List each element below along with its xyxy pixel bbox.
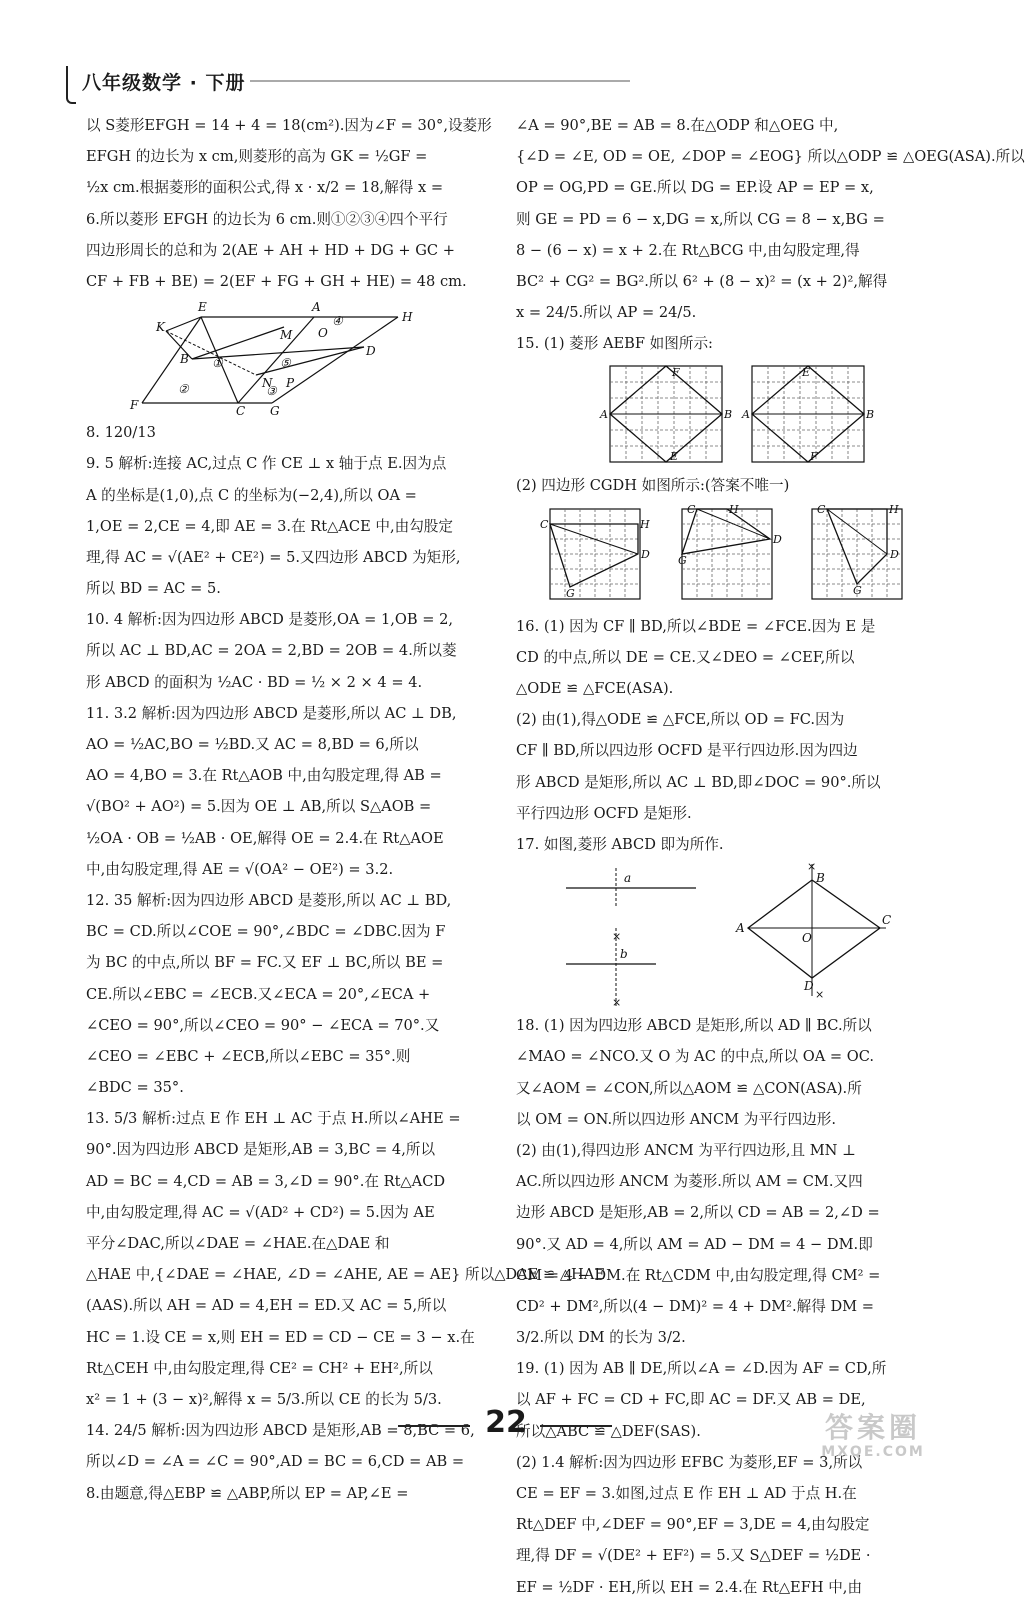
text-line: AO = ½AC,BO = ½BD.又 AC = 8,BD = 6,所以	[86, 736, 419, 753]
text-line: √(BO² + AO²) = 5.因为 OE ⊥ AB,所以 S△AOB =	[86, 798, 432, 816]
text-line: {∠D = ∠E, OD = OE, ∠DOP = ∠EOG} 所以△ODP ≌ △OEG(ASA).所以	[516, 148, 1025, 166]
arc-mark-bottom: ×	[612, 996, 622, 1010]
figure-fig3	[516, 501, 930, 611]
quadrilateral-CGDH-grids	[516, 501, 930, 611]
text-line: 3/2.所以 DM 的长为 3/2.	[516, 1329, 686, 1347]
text-line: ½x cm.根据菱形的面积公式,得 x · x/2 = 18,解得 x =	[86, 179, 444, 197]
label-A-right: A	[742, 407, 750, 421]
text-line: 又∠AOM = ∠CON,所以△AOM ≌ △CON(ASA).所	[516, 1079, 862, 1097]
text-line: A 的坐标是(1,0),点 C 的坐标为(−2,4),所以 OA =	[86, 486, 417, 504]
watermark-main-text: 答案圈	[824, 1411, 921, 1444]
rhombus-AEBF-grids	[516, 360, 926, 470]
text-line: 所以△ABC ≌ △DEF(SAS).	[516, 1422, 701, 1440]
label-F-left: F	[672, 365, 680, 379]
page-number: 22	[485, 1405, 527, 1440]
text-line: CF + FB + BE) = 2(EF + FG + GH + HE) = 48 cm.	[86, 272, 467, 290]
text-line: 11. 3.2 解析:因为四边形 ABCD 是菱形,所以 AC ⊥ DB,	[86, 704, 457, 722]
label-B-left: B	[724, 407, 733, 421]
vertex-label-1: A	[312, 300, 321, 315]
vertex-label-9: F	[130, 398, 139, 413]
label-D: D	[804, 979, 814, 994]
text-line: △HAE 中,{∠DAE = ∠HAE, ∠D = ∠AHE, AE = AE} 所以△DAE ≌ △HAE	[86, 1266, 605, 1284]
vertex-label-10: P	[286, 376, 295, 391]
vertex-label-2: H	[402, 310, 413, 325]
text-line: 中,由勾股定理,得 AC = √(AD² + CD²) = 5.因为 AE	[86, 1203, 435, 1221]
text-line: ½OA · OB = ½AB · OE,解得 OE = 2.4.在 Rt△AOE	[86, 829, 444, 847]
text-line: 90°.又 AD = 4,所以 AM = AD − DM = 4 − DM.即	[516, 1235, 873, 1253]
text-line: 以 OM = ON.所以四边形 ANCM 为平行四边形.	[516, 1110, 836, 1128]
label-D-1: D	[773, 532, 782, 546]
text-line: 14. 24/5 解析:因为四边形 ABCD 是矩形,AB = 8,BC = 6,	[86, 1422, 475, 1440]
label-C-1: C	[687, 502, 696, 516]
text-line: 形 ABCD 的面积为 ½AC · BD = ½ × 2 × 4 = 4.	[86, 673, 423, 691]
text-line: 以 S菱形EFGH = 14 + 4 = 18(cm²).因为∠F = 30°,设菱形	[86, 117, 492, 134]
text-line: (2) 由(1),得四边形 ANCM 为平行四边形,且 MN ⊥	[516, 1141, 856, 1159]
text-line: ∠MAO = ∠NCO.又 O 为 AC 的中点,所以 OA = OC.	[516, 1048, 875, 1066]
text-line: CD² + DM²,所以(4 − DM)² = 4 + DM².解得 DM =	[516, 1297, 874, 1315]
header-rule	[250, 80, 630, 82]
arc-mark-B: ×	[807, 860, 817, 874]
label-a: a	[624, 871, 632, 886]
text-line: 理,得 AC = √(AE² + CE²) = 5.又四边形 ABCD 为矩形,	[86, 548, 461, 566]
region-label-4: ⑤	[280, 356, 291, 371]
label-D-2: D	[890, 547, 899, 561]
text-line: 以 AF + FC = CD + FC,即 AC = DF.又 AB = DE,	[516, 1391, 866, 1409]
edge-FE	[142, 317, 201, 403]
label-B-right: B	[866, 407, 875, 421]
rhombus-ABCD	[748, 880, 880, 978]
text-line: 12. 35 解析:因为四边形 ABCD 是菱形,所以 AC ⊥ BD,	[86, 891, 452, 909]
text-line: OP = OG,PD = GE.所以 DG = EP.设 AP = EP = x,	[516, 179, 874, 197]
text-line: 8.由题意,得△EBP ≌ △ABP,所以 EP = AP,∠E =	[86, 1484, 409, 1502]
text-line: 所以∠D = ∠A = ∠C = 90°,AD = BC = 6,CD = AB =	[86, 1453, 465, 1471]
label-F-right: F	[810, 449, 818, 463]
text-line: 四边形周长的总和为 2(AE + AH + HD + DG + GC +	[86, 241, 455, 259]
text-line: (2) 1.4 解析:因为四边形 EFBC 为菱形,EF = 3,所以	[516, 1453, 863, 1471]
label-H-0: H	[640, 517, 650, 531]
right-column	[516, 110, 1025, 1603]
page-number-rule-right	[540, 1425, 612, 1427]
watermark-sub-text: MXQE.COM	[821, 1444, 925, 1460]
text-line: 边形 ABCD 是矩形,AB = 2,所以 CD = AB = 2,∠D =	[516, 1204, 880, 1222]
label-G-2: G	[853, 583, 862, 597]
text-line: △ODE ≌ △FCE(ASA).	[516, 680, 674, 698]
text-line: Rt△CEH 中,由勾股定理,得 CE² = CH² + EH²,所以	[86, 1359, 433, 1377]
region-label-0: ①	[212, 356, 223, 371]
label-E-left: E	[670, 449, 679, 463]
region-label-3: ④	[332, 314, 343, 329]
text-line: 6.所以菱形 EFGH 的边长为 6 cm.则①②③④四个平行	[86, 210, 448, 228]
text-line: EFGH 的边长为 x cm,则菱形的高为 GK = ½GF =	[86, 148, 428, 166]
region-label-1: ②	[178, 382, 189, 397]
text-line: 8 − (6 − x) = x + 2.在 Rt△BCG 中,由勾股定理,得	[516, 241, 860, 259]
text-line: 则 GE = PD = 6 − x,DG = x,所以 CG = 8 − x,BG =	[516, 210, 885, 228]
label-H-2: H	[889, 502, 899, 516]
arc-mark-D: ×	[815, 988, 825, 1002]
vertex-label-3: K	[156, 320, 165, 335]
text-line: AO = 4,BO = 3.在 Rt△AOB 中,由勾股定理,得 AB =	[86, 767, 442, 785]
text-line: x = 24/5.所以 AP = 24/5.	[516, 304, 697, 322]
text-line: 为 BC 的中点,所以 BF = FC.又 EF ⊥ BC,所以 BE =	[86, 954, 444, 972]
figure-fig4	[516, 860, 930, 1010]
text-line: ∠CEO = 90°,所以∠CEO = 90° − ∠ECA = 70°.又	[86, 1016, 440, 1034]
text-line: (2) 四边形 CGDH 如图所示:(答案不唯一)	[516, 476, 790, 494]
text-line: 1,OE = 2,CE = 4,即 AE = 3.在 Rt△ACE 中,由勾股定	[86, 517, 453, 535]
text-line: 9. 5 解析:连接 AC,过点 C 作 CE ⊥ x 轴于点 E.因为点	[86, 455, 447, 473]
text-line: CE.所以∠EBC = ∠ECB.又∠ECA = 20°,∠ECA +	[86, 985, 431, 1003]
text-line: (2) 由(1),得△ODE ≌ △FCE,所以 OD = FC.因为	[516, 711, 845, 729]
text-line: HC = 1.设 CE = x,则 EH = ED = CD − CE = 3 − x.在	[86, 1328, 475, 1346]
text-line: 15. (1) 菱形 AEBF 如图所示:	[516, 335, 713, 353]
figure-fig1	[86, 297, 496, 417]
text-line: (AAS).所以 AH = AD = 4,EH = ED.又 AC = 5,所以	[86, 1297, 447, 1315]
text-line: EF = ½DF · EH,所以 EH = 2.4.在 Rt△EFH 中,由	[516, 1578, 863, 1596]
text-line: BC = CD.所以∠COE = 90°,∠BDC = ∠DBC.因为 F	[86, 923, 446, 941]
text-line: CD 的中点,所以 DE = CE.又∠DEO = ∠CEF,所以	[516, 648, 855, 666]
label-G-0: G	[566, 586, 575, 600]
label-A: A	[736, 921, 745, 936]
label-C: C	[882, 913, 892, 928]
text-line: 10. 4 解析:因为四边形 ABCD 是菱形,OA = 1,OB = 2,	[86, 611, 453, 629]
text-line: 19. (1) 因为 AB ∥ DE,所以∠A = ∠D.因为 AF = CD,所	[516, 1360, 887, 1378]
label-C-0: C	[540, 517, 549, 531]
label-E-right: E	[802, 365, 811, 379]
text-line: CE = EF = 3.如图,过点 E 作 EH ⊥ AD 于点 H.在	[516, 1485, 857, 1502]
page-header-title: 八年级数学 · 下册	[82, 72, 246, 94]
label-b: b	[620, 947, 628, 962]
figure-fig2	[516, 360, 930, 470]
arc-mark-top: ×	[612, 930, 622, 944]
text-line: ∠A = 90°,BE = AB = 8.在△ODP 和△OEG 中,	[516, 117, 839, 134]
rhombus-construction-figure	[516, 860, 930, 1010]
text-line: Rt△DEF 中,∠DEF = 90°,EF = 3,DE = 4,由勾股定	[516, 1516, 870, 1534]
rhombus-parallelogram-figure	[86, 297, 496, 417]
label-O: O	[802, 931, 812, 946]
label-A-left: A	[600, 407, 608, 421]
edge-BM	[192, 327, 284, 359]
vertex-label-7: D	[366, 344, 376, 359]
text-line: 90°.因为四边形 ABCD 是矩形,AB = 3,BC = 4,所以	[86, 1141, 436, 1159]
text-line: 平行四边形 OCFD 是矩形.	[516, 804, 692, 822]
text-line: 中,由勾股定理,得 AE = √(OA² − OE²) = 3.2.	[86, 860, 394, 878]
page-number-rule-left	[398, 1425, 470, 1427]
text-line: ∠CEO = ∠EBC + ∠ECB,所以∠EBC = 35°.则	[86, 1047, 411, 1065]
vertex-label-6: B	[180, 352, 189, 367]
text-line: 所以 AC ⊥ BD,AC = 2OA = 2,BD = 2OB = 4.所以菱	[86, 642, 457, 660]
text-line: 8. 120/13	[86, 424, 156, 442]
vertex-label-4: M	[280, 328, 293, 343]
vertex-label-8: N	[262, 376, 273, 391]
text-line: 理,得 DF = √(DE² + EF²) = 5.又 S△DEF = ½DE ·	[516, 1547, 871, 1565]
text-line: 16. (1) 因为 CF ∥ BD,所以∠BDE = ∠FCE.因为 E 是	[516, 617, 876, 635]
text-line: 所以 BD = AC = 5.	[86, 580, 221, 598]
text-line: AD = BC = 4,CD = AB = 3,∠D = 90°.在 Rt△ACD	[86, 1172, 446, 1190]
label-B: B	[816, 871, 825, 886]
region-label-2: ③	[266, 384, 277, 399]
text-line: x² = 1 + (3 − x)²,解得 x = 5/3.所以 CE 的长为 5/3.	[86, 1390, 442, 1408]
label-D-0: D	[641, 547, 650, 561]
text-line: CF ∥ BD,所以四边形 OCFD 是平行四边形.因为四边	[516, 742, 858, 760]
vertex-label-0: E	[198, 300, 207, 315]
label-G-1: G	[678, 553, 687, 567]
text-line: 13. 5/3 解析:过点 E 作 EH ⊥ AC 于点 H.所以∠AHE =	[86, 1110, 461, 1128]
text-line: CM = 4 − DM.在 Rt△CDM 中,由勾股定理,得 CM² =	[516, 1266, 881, 1284]
text-line: ∠BDC = 35°.	[86, 1079, 184, 1097]
vertex-label-11: C	[236, 404, 246, 419]
text-line: 17. 如图,菱形 ABCD 即为所作.	[516, 836, 724, 853]
watermark-logo	[804, 1406, 942, 1466]
text-line: BC² + CG² = BG².所以 6² + (8 − x)² = (x + 2)²,解得	[516, 272, 888, 290]
text-line: AC.所以四边形 ANCM 为菱形.所以 AM = CM.又四	[516, 1173, 863, 1191]
header-bracket	[66, 66, 76, 104]
vertex-label-5: O	[318, 326, 328, 341]
text-line: 平分∠DAC,所以∠DAE = ∠HAE.在△DAE 和	[86, 1235, 390, 1252]
text-line: 18. (1) 因为四边形 ABCD 是矩形,所以 AD ∥ BC.所以	[516, 1017, 872, 1035]
label-C-2: C	[817, 502, 826, 516]
label-H-1: H	[729, 502, 739, 516]
vertex-label-12: G	[270, 404, 280, 419]
text-line: 形 ABCD 是矩形,所以 AC ⊥ BD,即∠DOC = 90°.所以	[516, 773, 881, 791]
